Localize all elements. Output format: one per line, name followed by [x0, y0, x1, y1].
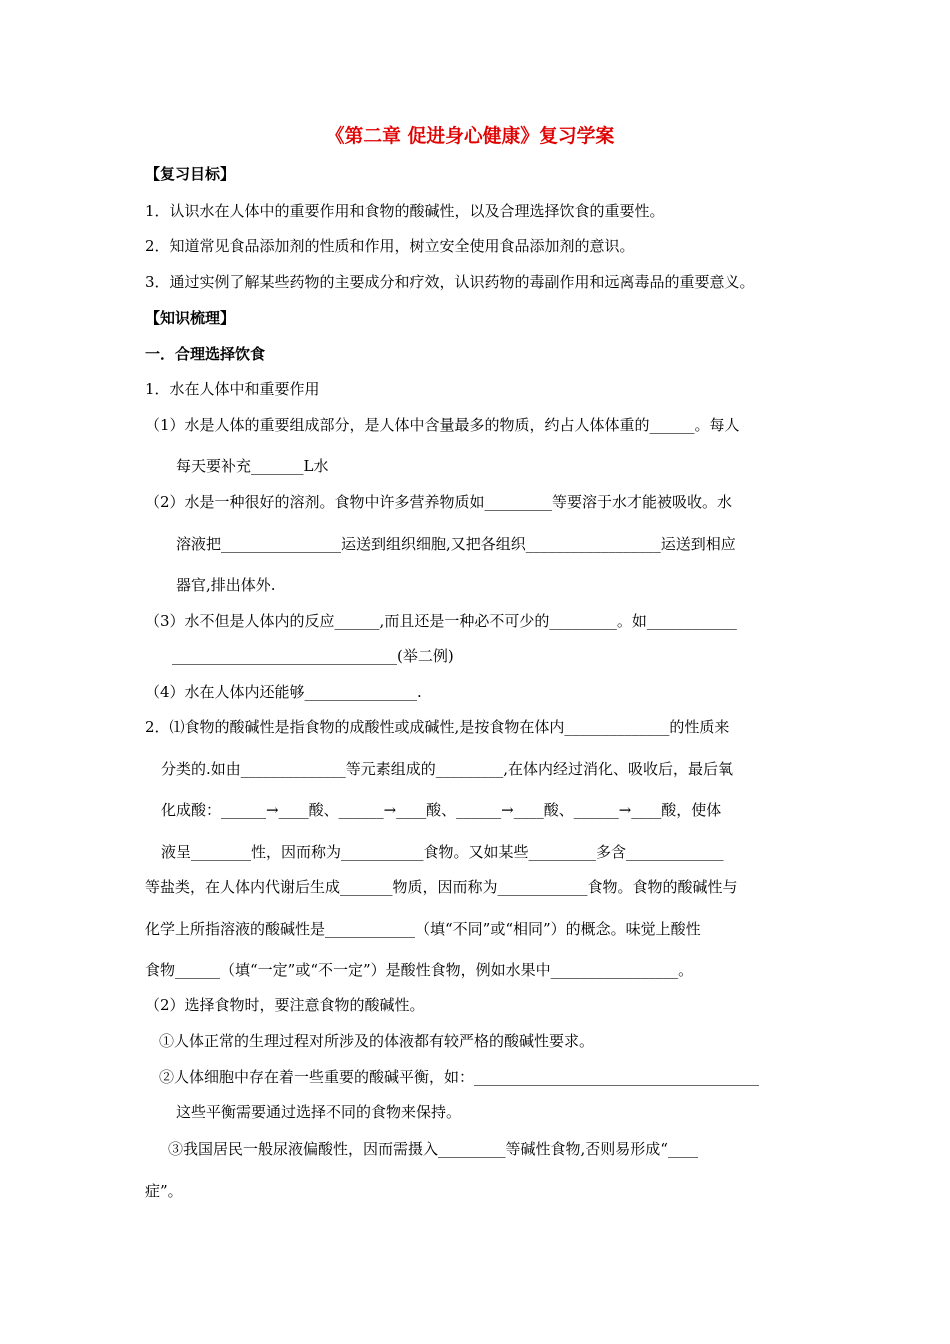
text-line: ①人体正常的生理过程对所涉及的体液都有较严格的酸碱性要求。 — [159, 1032, 595, 1050]
text-line: （2）选择食物时，要注意食物的酸碱性。 — [145, 996, 425, 1014]
text-line: （1）水是人体的重要组成部分，是人体中含量最多的物质，约占人体体重的______。每人 — [145, 416, 740, 434]
text-line: 每天要补充_______L水 — [176, 457, 329, 475]
goals-heading: 【复习目标】 — [145, 165, 236, 183]
text-line: ②人体细胞中存在着一些重要的酸碱平衡，如：______________________________________ — [159, 1068, 760, 1086]
text-line: ③我国居民一般尿液偏酸性，因而需摄入_________等碱性食物,否则易形成“____ — [168, 1140, 698, 1158]
text-line: 化学上所指溶液的酸碱性是____________（填“不同”或“相同”）的概念。味觉上酸性 — [145, 920, 701, 938]
text-line: （2）水是一种很好的溶剂。食物中许多营养物质如_________等要溶于水才能被吸收。水 — [145, 493, 733, 511]
text-line: 分类的.如由______________等元素组成的_________,在体内经过消化、吸收后，最后氧 — [161, 760, 734, 778]
text-line: 这些平衡需要通过选择不同的食物来保持。 — [176, 1103, 462, 1121]
text-line: 等盐类，在人体内代谢后生成_______物质，因而称为____________食物。食物的酸碱性与 — [145, 878, 738, 896]
goal-item: 2．知道常见食品添加剂的性质和作用，树立安全使用食品添加剂的意识。 — [145, 237, 635, 255]
page-title: 《第二章 促进身心健康》复习学案 — [325, 125, 615, 147]
text-line: 溶液把________________运送到组织细胞,又把各组织__________________运送到相应 — [176, 535, 736, 553]
text-line: 食物______（填“一定”或“不一定”）是酸性食物，例如水果中_________________。 — [145, 961, 694, 979]
text-line: 液呈________性，因而称为___________食物。又如某些_________多含_____________ — [161, 843, 724, 861]
text-line: ______________________________(举二例) — [172, 647, 454, 665]
text-line: （4）水在人体内还能够_______________. — [145, 683, 422, 701]
text-line: 症”。 — [145, 1182, 183, 1200]
text-line: 器官,排出体外. — [176, 576, 276, 594]
text-line: 1．水在人体中和重要作用 — [145, 380, 320, 398]
section-title: 一．合理选择饮食 — [145, 345, 266, 363]
goal-item: 1．认识水在人体中的重要作用和食物的酸碱性，以及合理选择饮食的重要性。 — [145, 202, 665, 220]
text-line: 2．⑴食物的酸碱性是指食物的成酸性或成碱性,是按食物在体内______________的性质来 — [145, 718, 730, 736]
text-line: 化成酸：______→____酸、______→____酸、______→____酸、______→____酸，使体 — [161, 801, 722, 819]
knowledge-heading: 【知识梳理】 — [145, 309, 236, 327]
text-line: （3）水不但是人体内的反应______,而且还是一种必不可少的_________。如____________ — [145, 612, 737, 630]
goal-item: 3．通过实例了解某些药物的主要成分和疗效，认识药物的毒副作用和远离毒品的重要意义。 — [145, 273, 755, 291]
